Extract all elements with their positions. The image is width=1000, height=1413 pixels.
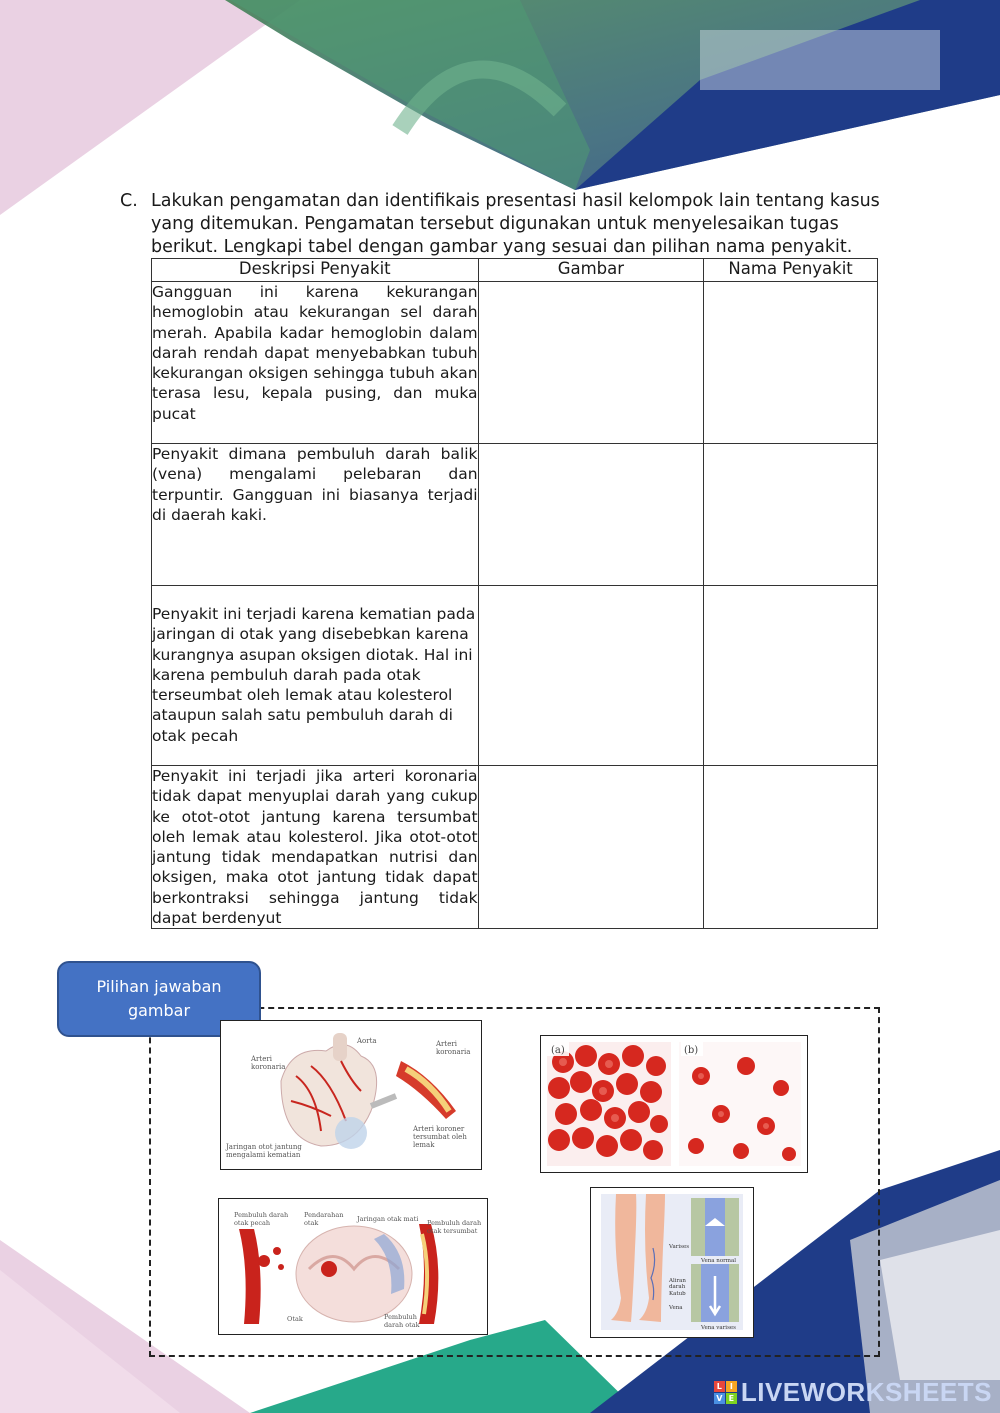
watermark-text: LIVEWORKSHEETS bbox=[740, 1377, 992, 1407]
table-row bbox=[152, 444, 878, 586]
row-1-image-dropzone[interactable] bbox=[478, 282, 704, 444]
row-4-image-dropzone[interactable] bbox=[478, 766, 704, 929]
logo-l: L bbox=[714, 1381, 725, 1392]
row-2-name-field[interactable] bbox=[704, 444, 878, 586]
brain-label-pendarahan2: otak bbox=[304, 1219, 319, 1227]
row-2-image-dropzone[interactable] bbox=[478, 444, 704, 586]
heart-label-blocked3: lemak bbox=[413, 1141, 435, 1149]
brain-label-pembuluh1: Pembuluh bbox=[384, 1313, 417, 1321]
header-disease-name: Nama Penyakit bbox=[704, 259, 878, 282]
header-image: Gambar bbox=[478, 259, 704, 282]
disease-table bbox=[151, 258, 878, 929]
row-3-description: Penyakit ini terjadi karena kematian pada jaringan di otak yang disebebkan karena kurangnya asupan oksigen diotak. Hal ini karena pembuluh darah pada otak terseumbat oleh lemak atau kolesterol ataupun salah satu pembuluh darah di otak pecah bbox=[152, 586, 479, 766]
header-description: Deskripsi Penyakit bbox=[152, 259, 479, 282]
brain-label-tersumbat1: Pembuluh darah bbox=[427, 1219, 482, 1227]
blood-label-b: (b) bbox=[684, 1045, 699, 1056]
row-1-description: Gangguan ini karena kekurangan hemoglobin atau kekurangan sel darah merah. Apabila kadar hemoglobin dalam darah rendah dapat menyebabkan tubuh kekurangan oksigen sehingga tubuh akan terasa lesu, kepala pusing, dan muka pucat bbox=[152, 282, 479, 444]
heart-image-choice[interactable] bbox=[220, 1020, 482, 1170]
liveworksheets-watermark bbox=[714, 1377, 992, 1408]
answer-label-line1: Pilihan jawaban bbox=[96, 977, 222, 996]
instruction bbox=[120, 190, 880, 259]
brain-label-tersumbat2: otak tersumbat bbox=[427, 1227, 478, 1235]
heart-label-aorta: Aorta bbox=[357, 1037, 377, 1045]
heart-label-arteri2: Arteri bbox=[436, 1040, 457, 1048]
brain-label-pecah1: Pembuluh darah bbox=[234, 1211, 289, 1219]
table-header-row bbox=[152, 259, 878, 282]
legs-label-katub: Katub bbox=[669, 1291, 686, 1297]
brain-image-choice[interactable] bbox=[218, 1198, 488, 1335]
heart-label-arteri1: Arteri bbox=[251, 1055, 272, 1063]
varicose-legs-image-choice[interactable] bbox=[590, 1187, 754, 1338]
row-3-image-dropzone[interactable] bbox=[478, 586, 704, 766]
legs-label-aliran2: darah bbox=[669, 1284, 686, 1290]
instruction-text: Lakukan pengamatan dan identifikais presentasi hasil kelompok lain tentang kasus yang ditemukan. Pengamatan tersebut digunakan untuk menyelesaikan tugas berikut. Lengkapi tabel dengan gambar yang sesuai dan pilihan nama penyakit. bbox=[151, 191, 880, 257]
liveworksheets-logo-icon bbox=[714, 1381, 737, 1404]
instruction-letter: C. bbox=[120, 191, 138, 211]
heart-label-koronaria1: koronaria bbox=[251, 1063, 286, 1071]
legs-label-varises: Varises bbox=[669, 1244, 690, 1250]
logo-i: I bbox=[726, 1381, 737, 1392]
legs-label-vena: Vena bbox=[669, 1305, 683, 1311]
heart-label-koronaria2: koronaria bbox=[436, 1048, 471, 1056]
answer-label-line2: gambar bbox=[127, 1001, 191, 1020]
row-4-name-field[interactable] bbox=[704, 766, 878, 929]
blood-cells-image-choice[interactable] bbox=[540, 1035, 808, 1173]
brain-label-otak: Otak bbox=[287, 1315, 303, 1323]
row-2-description: Penyakit dimana pembuluh darah balik (vena) mengalami pelebaran dan terpuntir. Gangguan ini biasanya terjadi di daerah kaki. bbox=[152, 444, 479, 586]
heart-label-blocked1: Arteri koroner bbox=[413, 1125, 465, 1133]
legs-label-aliran1: Aliran bbox=[669, 1278, 686, 1284]
table-row bbox=[152, 766, 878, 929]
logo-e: E bbox=[726, 1393, 737, 1404]
brain-label-mati: Jaringan otak mati bbox=[357, 1215, 419, 1223]
heart-label-dead1: Jaringan otot jantung bbox=[226, 1143, 302, 1151]
brain-label-pecah2: otak pecah bbox=[234, 1219, 271, 1227]
brain-label-pembuluh2: darah otak bbox=[384, 1321, 420, 1329]
row-1-name-field[interactable] bbox=[704, 282, 878, 444]
table-row bbox=[152, 586, 878, 766]
legs-label-vena-varises: Vena varises bbox=[701, 1325, 736, 1331]
brain-label-pendarahan1: Pendarahan bbox=[304, 1211, 344, 1219]
table-row bbox=[152, 282, 878, 444]
legs-label-normal: Vena normal bbox=[701, 1258, 737, 1264]
row-4-description: Penyakit ini terjadi jika arteri koronaria tidak dapat menyuplai darah yang cukup ke otot-otot jantung karena tersumbat oleh lemak atau kolesterol. Jika otot-otot jantung tidak mendapatkan nutrisi dan oksigen, maka otot jantung tidak dapat berkontraksi sehingga jantung tidak dapat berdenyut bbox=[152, 767, 478, 928]
row-3-name-field[interactable] bbox=[704, 586, 878, 766]
blood-label-a: (a) bbox=[551, 1045, 565, 1056]
heart-label-dead2: mengalami kematian bbox=[226, 1151, 301, 1159]
heart-label-blocked2: tersumbat oleh bbox=[413, 1133, 467, 1141]
logo-v: V bbox=[714, 1393, 725, 1404]
